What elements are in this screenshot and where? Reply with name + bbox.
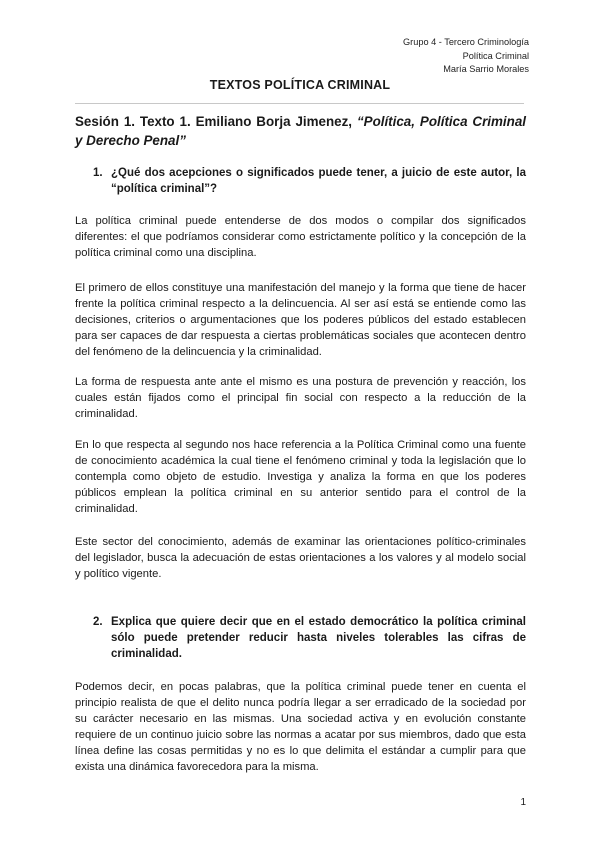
document-title: TEXTOS POLÍTICA CRIMINAL xyxy=(209,78,391,92)
title-divider xyxy=(75,103,524,104)
question-1-number: 1. xyxy=(93,167,103,179)
session-heading xyxy=(75,112,526,150)
header-author-line: María Sarrio Morales xyxy=(443,64,529,74)
question-2 xyxy=(93,614,526,662)
answer-1-paragraph-2: El primero de ellos constituye una manifestación del manejo y la forma que tiene de hacer frente la política criminal respecto a la delincuencia. Al ser así está se entiende como las decisiones, criterios o argumentaciones que los poderes públicos del estado establecen para ser capaces de dar respuesta a ciertas problemáticas sociales que acontecen dentro del fenómeno de la delincuencia y la criminalidad. xyxy=(75,282,526,358)
question-2-text: Explica que quiere decir que en el estado democrático la política criminal sólo puede pretender reducir hasta niveles tolerables las cifras de criminalidad. xyxy=(111,616,526,660)
answer-1-paragraph-4: En lo que respecta al segundo nos hace referencia a la Política Criminal como una fuente de conocimiento académica la cual tiene el fenómeno criminal y toda la legislación que lo contempla como objeto de estudio. Investiga y analiza la forma en que los poderes públicos emplean la política criminal en su anterior sentido para el control de la criminalidad. xyxy=(75,439,526,515)
answer-1-paragraph-1: La política criminal puede entenderse de dos modos o compilar dos significados diferentes: el que podríamos considerar como estrictamente político y la concepción de la política criminal como una disciplina. xyxy=(75,215,526,259)
question-1-text: ¿Qué dos acepciones o significados puede tener, a juicio de este autor, la “política criminal”? xyxy=(111,167,526,195)
header-course-line: Política Criminal xyxy=(462,50,529,61)
header-group-line: Grupo 4 - Tercero Criminología xyxy=(403,37,529,47)
answer-1-paragraph-5: Este sector del conocimiento, además de examinar las orientaciones político-criminales del legislador, busca la adecuación de estas orientaciones a los valores y al modelo social y político vigente. xyxy=(75,536,526,580)
session-heading-prefix: Sesión 1. Texto 1. Emiliano Borja Jimenez, xyxy=(75,114,357,129)
page-number: 1 xyxy=(520,797,526,808)
answer-1-paragraph-3: La forma de respuesta ante ante el mismo es una postura de prevención y reacción, los cuales están fijados como el principal fin social con respecto a la reducción de la criminalidad. xyxy=(75,376,526,420)
session-heading-title: “Política, Política Criminal y Derecho Penal” xyxy=(75,114,526,148)
question-2-number: 2. xyxy=(93,616,103,628)
question-1 xyxy=(93,165,526,197)
answer-2-paragraph-1: Podemos decir, en pocas palabras, que la política criminal puede tener en cuenta el principio realista de que el delito nunca podría llegar a ser erradicado de la sociedad por su carácter necesario en las mismas. Una sociedad activa y en evolución constante requiere de un continuo juicio sobre las normas a acatar por sus miembros, dado que esta línea define las cosas permitidas y no es lo que delimita el estándar a cumplir para que exista una dinámica favorecedora para la misma. xyxy=(75,681,526,773)
document-header xyxy=(403,36,529,77)
